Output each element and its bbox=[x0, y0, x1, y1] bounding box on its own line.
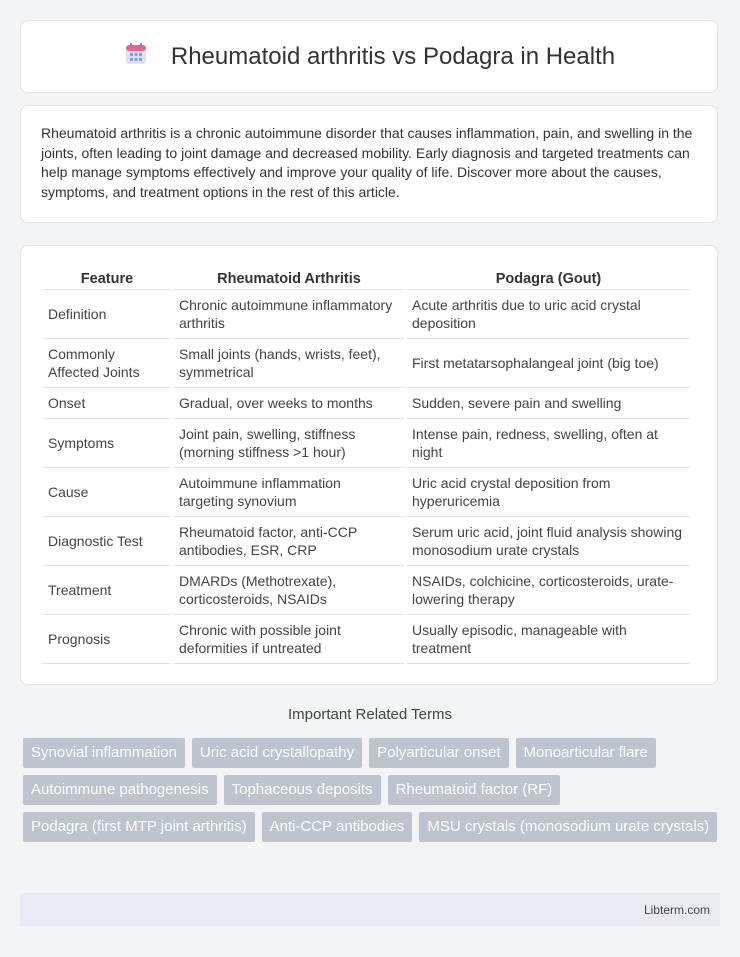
table-row bbox=[43, 517, 690, 566]
table-cell: Rheumatoid factor, anti-CCP antibodies, ESR, CRP bbox=[174, 517, 404, 566]
column-header: Rheumatoid Arthritis bbox=[174, 266, 404, 290]
table-row bbox=[43, 419, 690, 468]
term-tag[interactable]: Tophaceous deposits bbox=[224, 775, 381, 805]
term-tag[interactable]: Uric acid crystallopathy bbox=[192, 738, 362, 768]
table-cell: DMARDs (Methotrexate), corticosteroids, NSAIDs bbox=[174, 566, 404, 615]
table-cell: Acute arthritis due to uric acid crystal deposition bbox=[407, 290, 690, 339]
table-cell: Definition bbox=[43, 290, 171, 339]
comparison-card bbox=[20, 245, 718, 685]
table-cell: Intense pain, redness, swelling, often at night bbox=[407, 419, 690, 468]
table-row bbox=[43, 290, 690, 339]
comparison-table bbox=[40, 266, 693, 664]
table-cell: Treatment bbox=[43, 566, 171, 615]
table-cell: Sudden, severe pain and swelling bbox=[407, 388, 690, 419]
term-tag[interactable]: Autoimmune pathogenesis bbox=[23, 775, 217, 805]
table-cell: Usually episodic, manageable with treatment bbox=[407, 615, 690, 664]
term-tag[interactable]: Anti-CCP antibodies bbox=[262, 812, 413, 842]
table-cell: Joint pain, swelling, stiffness (morning stiffness >1 hour) bbox=[174, 419, 404, 468]
table-row bbox=[43, 468, 690, 517]
column-header: Feature bbox=[43, 266, 171, 290]
table-cell: NSAIDs, colchicine, corticosteroids, urate-lowering therapy bbox=[407, 566, 690, 615]
table-cell: Gradual, over weeks to months bbox=[174, 388, 404, 419]
table-cell: Onset bbox=[43, 388, 171, 419]
table-cell: Uric acid crystal deposition from hyperuricemia bbox=[407, 468, 690, 517]
column-header: Podagra (Gout) bbox=[407, 266, 690, 290]
footer-site-link[interactable]: Libterm.com bbox=[643, 902, 710, 917]
table-cell: Symptoms bbox=[43, 419, 171, 468]
term-tag[interactable]: Polyarticular onset bbox=[369, 738, 508, 768]
related-terms-list bbox=[23, 738, 723, 842]
table-cell: Serum uric acid, joint fluid analysis showing monosodium urate crystals bbox=[407, 517, 690, 566]
header-card bbox=[20, 20, 718, 93]
table-cell: Autoimmune inflammation targeting synovium bbox=[174, 468, 404, 517]
table-cell: Prognosis bbox=[43, 615, 171, 664]
table-row bbox=[43, 339, 690, 388]
intro-text: Rheumatoid arthritis is a chronic autoimmune disorder that causes inflammation, pain, and swelling in the joints, often leading to joint damage and decreased mobility. Early diagnosis and targeted treatments can help manage symptoms effectively and improve your quality of life. Discover more about the causes, symptoms, and treatment options in the rest of this article. bbox=[41, 125, 693, 200]
intro-card bbox=[20, 105, 718, 223]
calendar-icon bbox=[123, 41, 149, 72]
table-row bbox=[43, 566, 690, 615]
related-terms-title: Important Related Terms bbox=[288, 706, 452, 723]
table-cell: First metatarsophalangeal joint (big toe) bbox=[407, 339, 690, 388]
term-tag[interactable]: Rheumatoid factor (RF) bbox=[388, 775, 561, 805]
table-cell: Small joints (hands, wrists, feet), symmetrical bbox=[174, 339, 404, 388]
term-tag[interactable]: Monoarticular flare bbox=[516, 738, 656, 768]
table-row bbox=[43, 388, 690, 419]
table-header-row bbox=[43, 266, 690, 290]
footer bbox=[20, 893, 720, 926]
table-cell: Commonly Affected Joints bbox=[43, 339, 171, 388]
table-cell: Diagnostic Test bbox=[43, 517, 171, 566]
table-cell: Chronic autoimmune inflammatory arthritis bbox=[174, 290, 404, 339]
table-cell: Cause bbox=[43, 468, 171, 517]
table-cell: Chronic with possible joint deformities if untreated bbox=[174, 615, 404, 664]
table-row bbox=[43, 615, 690, 664]
page-title: Rheumatoid arthritis vs Podagra in Health bbox=[170, 42, 616, 70]
term-tag[interactable]: Podagra (first MTP joint arthritis) bbox=[23, 812, 255, 842]
term-tag[interactable]: MSU crystals (monosodium urate crystals) bbox=[419, 812, 717, 842]
term-tag[interactable]: Synovial inflammation bbox=[23, 738, 185, 768]
